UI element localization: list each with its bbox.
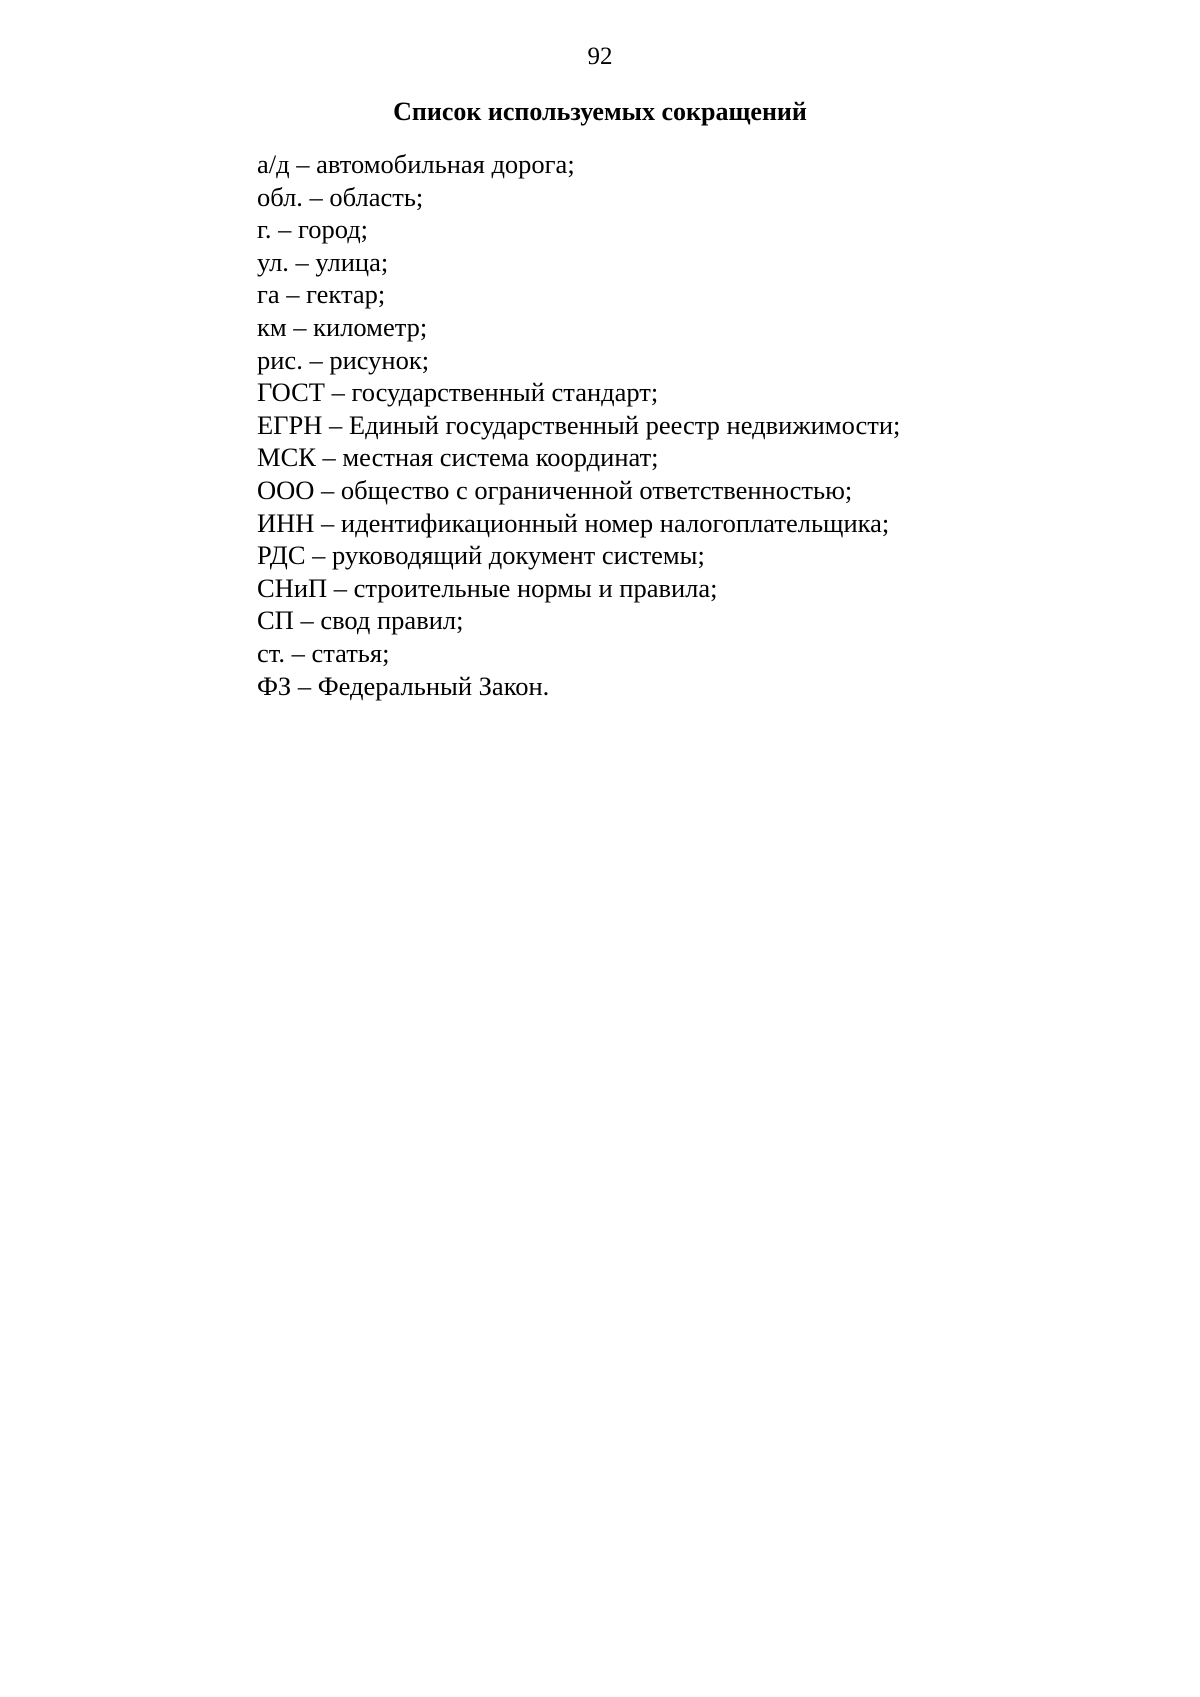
page-number: 92 — [587, 43, 613, 70]
abbreviation-item: ст. – статья; — [257, 637, 390, 668]
abbreviation-item: РДС – руководящий документ системы; — [257, 540, 705, 571]
abbreviation-list — [257, 148, 900, 702]
abbreviation-item: ГОСТ – государственный стандарт; — [257, 377, 659, 408]
abbreviation-item: рис. – рисунок; — [257, 344, 430, 375]
abbreviation-item: МСК – местная система координат; — [257, 442, 659, 473]
abbreviation-item: ИНН – идентификационный номер налогоплательщика; — [257, 507, 890, 538]
abbreviation-item: ФЗ – Федеральный Закон. — [257, 670, 550, 701]
page-title: Список используемых сокращений — [393, 97, 807, 126]
abbreviation-item: а/д – автомобильная дорога; — [257, 149, 575, 179]
abbreviation-item: ул. – улица; — [257, 246, 389, 277]
abbreviation-item: СП – свод правил; — [257, 605, 464, 636]
abbreviation-item: ЕГРН – Единый государственный реестр недвижимости; — [257, 409, 901, 440]
abbreviation-item: км – километр; — [257, 311, 428, 342]
abbreviation-item: обл. – область; — [257, 181, 424, 212]
abbreviation-item: СНиП – строительные нормы и правила; — [257, 572, 718, 603]
abbreviation-item: га – гектар; — [257, 279, 386, 310]
abbreviation-item: г. – город; — [257, 214, 369, 245]
abbreviation-item: ООО – общество с ограниченной ответственностью; — [257, 474, 853, 505]
